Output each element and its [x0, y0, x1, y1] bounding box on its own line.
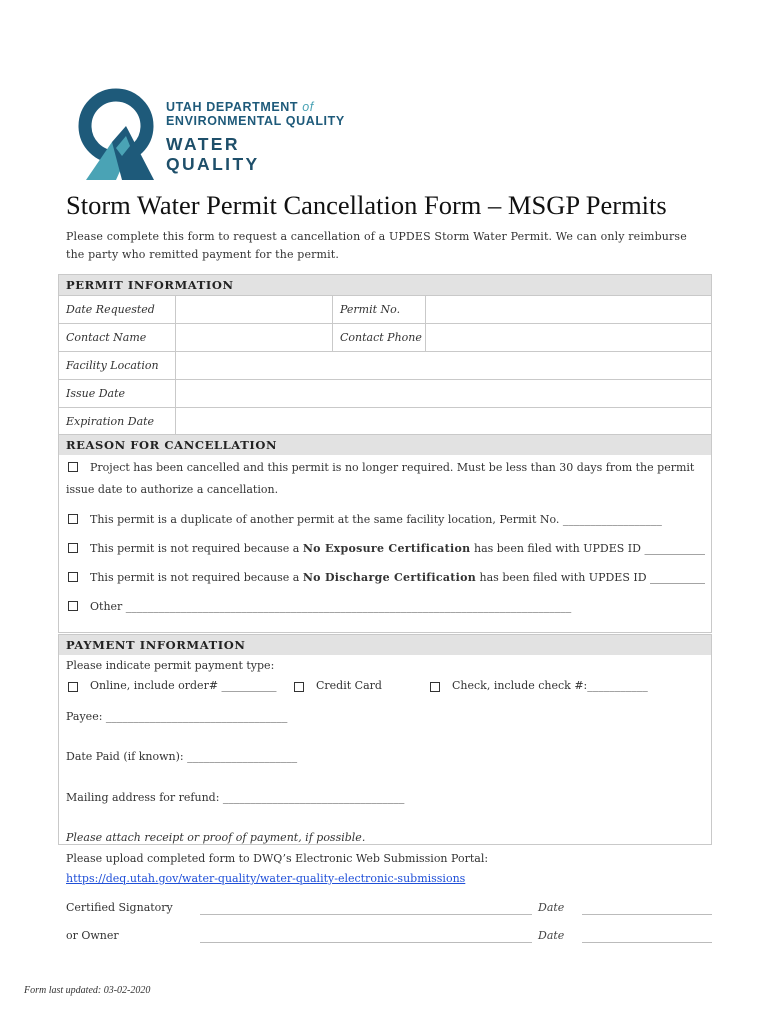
- contact-name-field[interactable]: [176, 324, 333, 351]
- water-quality-emblem-icon: [78, 86, 158, 182]
- date-line-1[interactable]: [582, 914, 712, 915]
- reason-item-1-text: Project has been cancelled and this permit is no longer required. Must be less than 30 days from the permit: [90, 461, 695, 474]
- reason-item-1-continuation: issue date to authorize a cancellation.: [66, 483, 279, 496]
- logo-water-text: WATER: [166, 134, 240, 154]
- check-checkbox[interactable]: [430, 682, 440, 692]
- permit-row-1: [59, 295, 711, 323]
- permit-information-section: [58, 274, 712, 436]
- payment-information-section: [58, 634, 712, 845]
- mailing-address-field[interactable]: Mailing address for refund: _________________________________: [66, 791, 405, 804]
- reason-checkbox-5[interactable]: [68, 601, 78, 611]
- date-label-2: Date: [538, 929, 565, 942]
- no-discharge-certification-text: No Discharge Certification: [302, 571, 477, 584]
- reason-heading: REASON FOR CANCELLATION: [59, 435, 711, 455]
- logo-dept-text: UTAH DEPARTMENT: [166, 100, 299, 114]
- no-exposure-certification-text: No Exposure Certification: [302, 542, 471, 555]
- reason-checkbox-4[interactable]: [68, 572, 78, 582]
- date-requested-field[interactable]: [176, 296, 333, 323]
- signature-line-2[interactable]: [200, 942, 532, 943]
- payment-heading: PAYMENT INFORMATION: [59, 635, 711, 655]
- attach-receipt-note: Please attach receipt or proof of payment, if possible.: [66, 831, 366, 844]
- reason-item-project-cancelled: [66, 457, 694, 479]
- contact-phone-field[interactable]: [426, 324, 711, 351]
- submission-portal-link[interactable]: https://deq.utah.gov/water-quality/water-quality-electronic-submissions: [66, 872, 466, 885]
- permit-row-4: [59, 379, 711, 407]
- reason-item-duplicate: [66, 509, 662, 531]
- credit-card-option-text: Credit Card: [316, 679, 382, 692]
- payment-option-check: [428, 679, 648, 692]
- udeq-water-quality-logo: [78, 86, 378, 182]
- payment-option-credit-card: [292, 679, 382, 692]
- reason-item-5-text: Other _________________________________________________________________________________: [90, 600, 572, 613]
- permit-no-field[interactable]: [426, 296, 711, 323]
- upload-instruction: Please upload completed form to DWQ’s Electronic Web Submission Portal:: [66, 852, 489, 865]
- credit-card-checkbox[interactable]: [294, 682, 304, 692]
- permit-row-5: [59, 407, 711, 435]
- permit-row-3: [59, 351, 711, 379]
- reason-checkbox-1[interactable]: [68, 462, 78, 472]
- logo-of-text: of: [302, 100, 314, 114]
- contact-name-label: Contact Name: [59, 324, 176, 351]
- date-paid-field[interactable]: Date Paid (if known): ____________________: [66, 750, 298, 763]
- date-label-1: Date: [538, 901, 565, 914]
- reason-for-cancellation-section: [58, 434, 712, 633]
- facility-location-label: Facility Location: [59, 352, 176, 379]
- payment-option-online: [66, 679, 277, 692]
- form-last-updated: Form last updated: 03-02-2020: [24, 985, 151, 996]
- reason-item-2-text: This permit is a duplicate of another permit at the same facility location, Permit No. __________________: [90, 513, 662, 526]
- certified-signatory-label: Certified Signatory: [66, 901, 173, 914]
- contact-phone-label: Contact Phone: [333, 324, 426, 351]
- facility-location-field[interactable]: [176, 352, 711, 379]
- reason-item-no-exposure: [66, 538, 705, 560]
- logo-env-quality-text: ENVIRONMENTAL QUALITY: [166, 114, 345, 128]
- reason-item-3-pre: This permit is not required because a: [90, 542, 303, 555]
- logo-quality-text: QUALITY: [166, 154, 260, 174]
- issue-date-label: Issue Date: [59, 380, 176, 407]
- permit-information-heading: PERMIT INFORMATION: [59, 275, 711, 295]
- reason-checkbox-2[interactable]: [68, 514, 78, 524]
- reason-item-other: [66, 596, 571, 618]
- date-line-2[interactable]: [582, 942, 712, 943]
- reason-item-3-post: has been filed with UPDES ID ___________: [470, 542, 705, 555]
- reason-item-no-discharge: [66, 567, 705, 589]
- expiration-date-label: Expiration Date: [59, 408, 176, 435]
- permit-no-label: Permit No.: [333, 296, 426, 323]
- page-title: Storm Water Permit Cancellation Form – MSGP Permits: [66, 190, 667, 220]
- check-option-text: Check, include check #:___________: [452, 679, 648, 692]
- reason-item-4-post: has been filed with UPDES ID __________: [476, 571, 706, 584]
- payment-type-prompt: Please indicate permit payment type:: [66, 659, 275, 672]
- online-checkbox[interactable]: [68, 682, 78, 692]
- date-requested-label: Date Requested: [59, 296, 176, 323]
- payee-field[interactable]: Payee: _________________________________: [66, 710, 288, 723]
- signature-line-1[interactable]: [200, 914, 532, 915]
- issue-date-field[interactable]: [176, 380, 711, 407]
- online-option-text: Online, include order# __________: [90, 679, 277, 692]
- logo-wordmark: [166, 100, 345, 174]
- reason-checkbox-3[interactable]: [68, 543, 78, 553]
- permit-row-2: [59, 323, 711, 351]
- reason-item-4-pre: This permit is not required because a: [90, 571, 303, 584]
- or-owner-label: or Owner: [66, 929, 119, 942]
- expiration-date-field[interactable]: [176, 408, 711, 435]
- intro-paragraph: Please complete this form to request a cancellation of a UPDES Storm Water Permit. We can only reimburse the party who remitted payment for the permit.: [66, 230, 687, 261]
